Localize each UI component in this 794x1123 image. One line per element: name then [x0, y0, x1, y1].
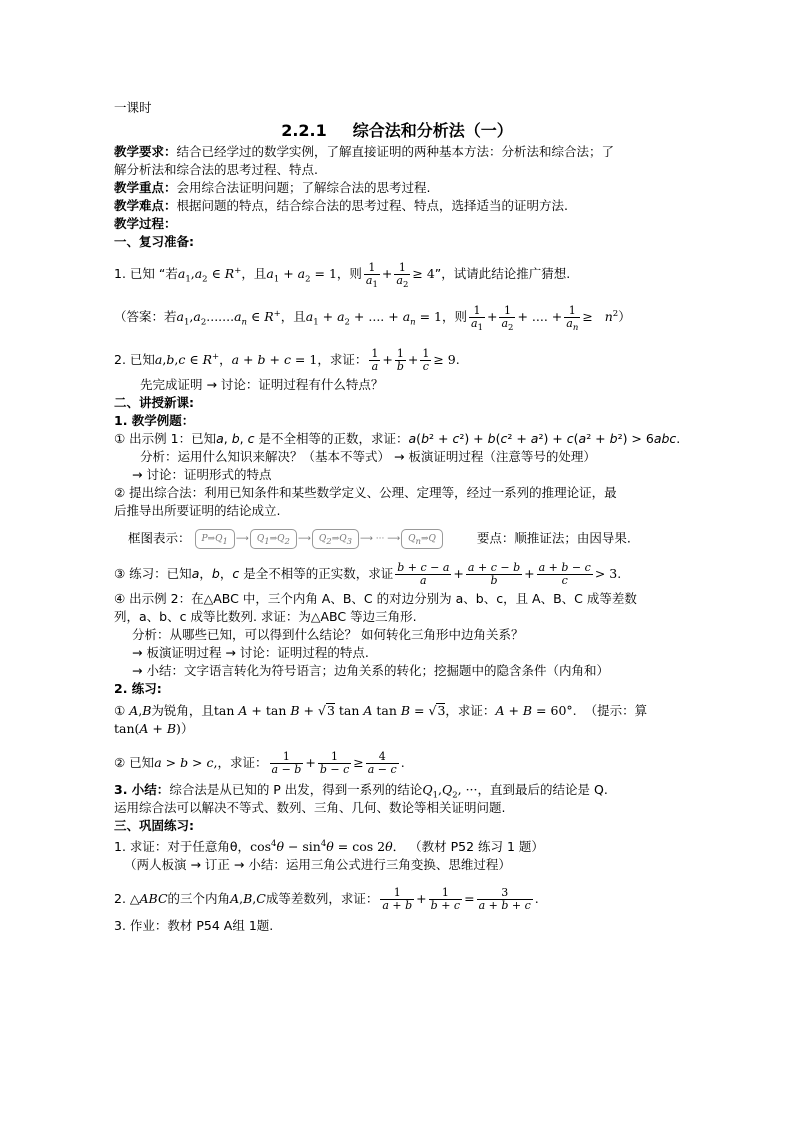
review-2-note: 先完成证明 → 讨论：证明过程有什么特点？ [140, 377, 384, 392]
key-points-line: 教学重点：会用综合法证明问题；了解综合法的思考过程. [114, 180, 431, 195]
requirements-line-2: 解分析法和综合法的思考过程、特点. [114, 162, 318, 177]
requirements-line: 教学要求：结合已经学过的数学实例，了解直接证明的两种基本方法：分析法和综合法；了 [114, 144, 615, 159]
practice-2: ② 已知a > b > c,，求证： $\frac{1}{a - b}$ + $\frac{1}{b - c}$ ≥ $\frac{4}{a - c}$ . [114, 750, 405, 776]
summary: 3. 小结：综合法是从已知的 P 出发，得到一系列的结论$Q_1,Q_2$, ···，直到最后的结论是 Q. [114, 782, 608, 801]
flow-box-1: $P\Rightarrow Q_1$ [195, 529, 235, 549]
example-2-line-2: 列，a、b、c 成等比数列. 求证：为△ABC 等边三角形. [114, 609, 417, 624]
example-2-board: → 板演证明过程 → 讨论：证明过程的特点. [132, 645, 369, 660]
process-label: 教学过程： [114, 216, 177, 231]
example-1: ① 出示例 1：已知a, b, c 是不全相等的正数，求证：a(b² + c²) + b(c² + a²) + c(a² + b²) > 6abc. [114, 431, 681, 446]
flow-box-3: $Q_2\Rightarrow Q_3$ [312, 529, 359, 549]
example-2-summary: → 小结：文字语言转化为符号语言；边角关系的转化；挖掘题中的隐含条件（内角和） [132, 663, 609, 678]
example-1-discussion: → 讨论：证明形式的特点 [132, 467, 272, 482]
synthesis-definition: ② 提出综合法：利用已知条件和某些数学定义、公理、定理等，经过一系列的推理论证，最 [114, 485, 617, 500]
consolidation-1-note: （两人板演 → 订正 → 小结：运用三角公式进行三角变换、思维过程） [124, 857, 511, 872]
section-consolidation: 三、巩固练习: [114, 818, 194, 833]
consolidation-1: 1. 求证：对于任意角θ，$\cos^4\theta - \sin^4\theta = \cos 2\theta$． （教材 P52 练习 1 题） [114, 838, 544, 854]
synthesis-definition-2: 后推导出所要证明的结论成立. [114, 503, 281, 518]
section-review: 一、复习准备: [114, 234, 194, 249]
practice-1-hint-end: tan(A + B)） [114, 721, 194, 736]
example-1-analysis: 分析：运用什么知识来解决？（基本不等式） → 板演证明过程（注意等号的处理） [140, 449, 596, 464]
practice-3: ③ 练习：已知a，b，c 是全不相等的正实数，求证 $\frac{b + c - a}{a}$ + $\frac{a + c - b}{b}$ + $\frac{a + b - c}{c}$ > 3. [114, 561, 622, 587]
flow-box-2: $Q_1\Rightarrow Q_2$ [250, 529, 297, 549]
subsection-examples: 1. 教学例题： [114, 413, 195, 428]
subsection-practice: 2. 练习: [114, 681, 162, 696]
example-2-analysis: 分析：从哪些已知，可以得到什么结论？ 如何转化三角形中边角关系？ [132, 627, 524, 642]
answer-1: （答案：若$a_1,a_2.......a_n$ ∈ R+，且$a_1 + a_2$ + .... + $a_n = 1$，则 $\frac{1}{a_1}$ + $\frac{1}{a_2}$ + .... + $\frac{1}{a_n}$ ≥ $n^2$） [114, 304, 631, 334]
example-2: ④ 出示例 2：在△ABC 中，三个内角 A、B、C 的对边分别为 a、b、c，且 A、B、C 成等差数 [114, 591, 637, 606]
flow-box-4: $Q_n\Rightarrow Q$ [401, 529, 443, 549]
flowchart-line: 框图表示： $P\Rightarrow Q_1$ ⟶ $Q_1\Rightarrow Q_2$ ⟶ $Q_2\Rightarrow Q_3$ ⟶ ··· ⟶ $Q_n\Rightarrow Q$ 要点：顺推证法；由因导果. [128, 529, 631, 549]
practice-1: ① A,B为锐角，且tan A + tan B + √3 tan A tan B = √3，求证：A + B = 60°. （提示：算 [114, 703, 648, 718]
period-label: 一课时 [114, 100, 152, 115]
consolidation-3: 3. 作业：教材 P54 A组 1题. [114, 918, 274, 933]
consolidation-2: 2. △ABC的三个内角A,B,C成等差数列，求证： $\frac{1}{a + b}$ + $\frac{1}{b + c}$ = $\frac{3}{a + b + c}$ . [114, 886, 539, 912]
review-item-2: 2. 已知a,b,c ∈ R+，a + b + c = 1，求证： $\frac{1}{a}$ + $\frac{1}{b}$ + $\frac{1}{c}$ ≥ 9. [114, 347, 460, 373]
review-item-1: 1. 已知 “若$a_1,a_2$ ∈ R+，且$a_1 + a_2 = 1$，则 $\frac{1}{a_1}$ + $\frac{1}{a_2}$ ≥ 4”，试请此结论推广猜想. [114, 261, 571, 291]
page-title: 2.2.1 综合法和分析法（一） [281, 121, 513, 140]
section-new-lesson: 二、讲授新课: [114, 395, 194, 410]
difficulties-line: 教学难点：根据问题的特点，结合综合法的思考过程、特点，选择适当的证明方法. [114, 198, 568, 213]
summary-line-2: 运用综合法可以解决不等式、数列、三角、几何、数论等相关证明问题. [114, 800, 506, 815]
